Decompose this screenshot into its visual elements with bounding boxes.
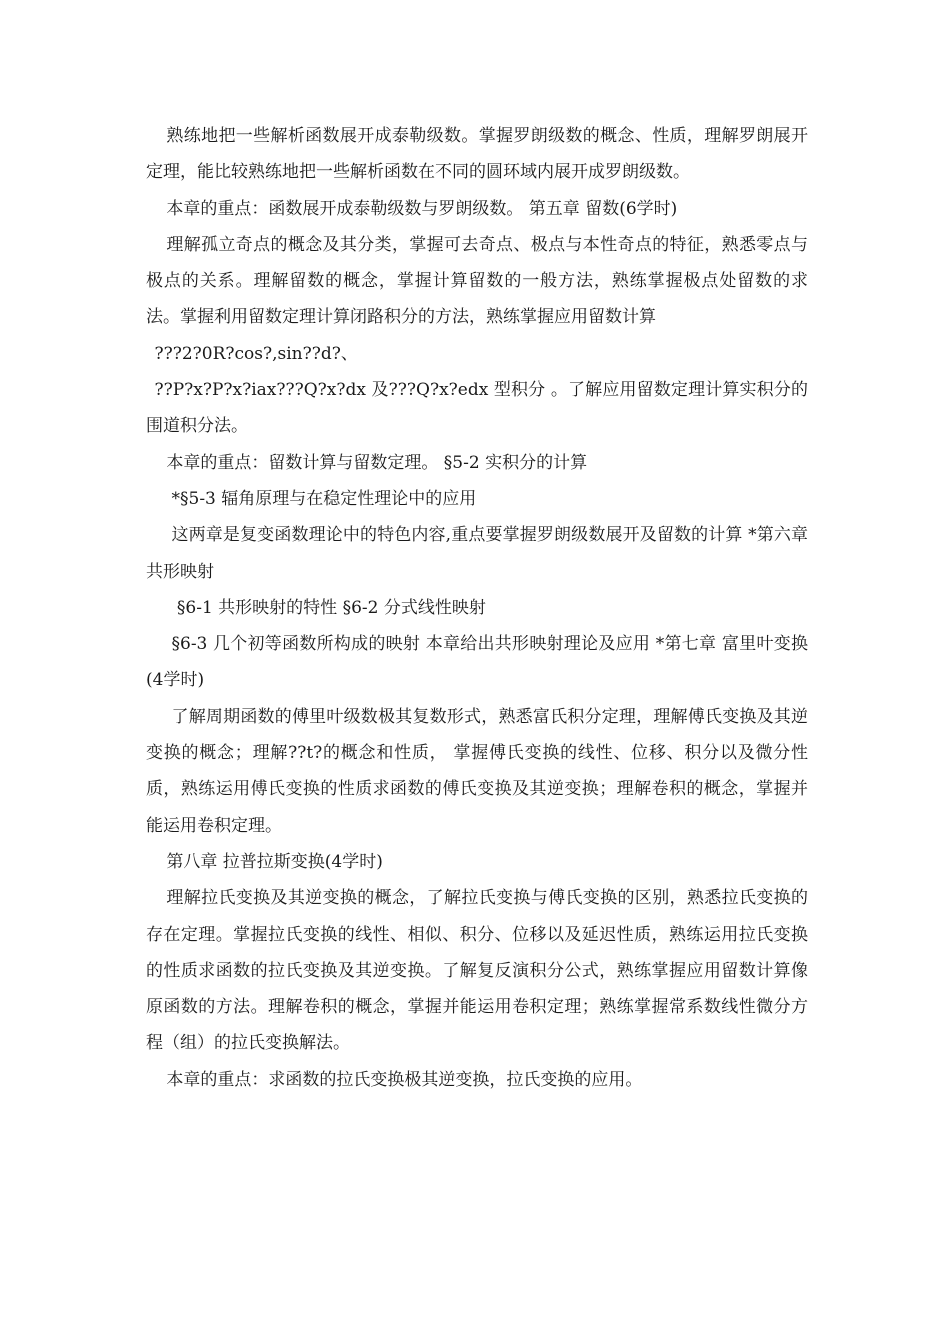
paragraph-chapter5-key-points: 本章的重点：留数计算与留数定理。 §5-2 实积分的计算 (166, 452, 588, 473)
paragraph-chapter4-key-points: 本章的重点：函数展开成泰勒级数与罗朗级数。 第五章 留数(6学时) (166, 198, 678, 219)
paragraph-laurent-series: 熟练地把一些解析函数展开成泰勒级数。掌握罗朗级数的概念、性质，理解罗朗展开定理，能比较熟练地把一些解析函数在不同的圆环域内展开成罗朗级数。 (146, 126, 808, 183)
document-text-body (146, 118, 814, 1098)
paragraph-section-5-3: *§5-3 辐角原理与在稳定性理论中的应用 (171, 488, 477, 509)
paragraph-chapter8-heading: 第八章 拉普拉斯变换(4学时) (166, 851, 383, 872)
paragraph-laplace-transform: 理解拉氏变换及其逆变换的概念，了解拉氏变换与傅氏变换的区别，熟悉拉氏变换的存在定理。掌握拉氏变换的线性、相似、积分、位移以及延迟性质，熟练运用拉氏变换的性质求函数的拉氏变换及其逆变换。了解复反演积分公式，熟练掌握应用留数计算像原函数的方法。理解卷积的概念，掌握并能运用卷积定理；熟练掌握常系数线性微分方程（组）的拉氏变换解法。 (146, 888, 808, 1054)
paragraph-fourier-transform: 了解周期函数的傅里叶级数极其复数形式，熟悉富氏积分定理，理解傅氏变换及其逆变换的概念；理解??t?的概念和性质， 掌握傅氏变换的线性、位移、积分以及微分性质，熟练运用傅氏变换的性质求函数的傅氏变换及其逆变换；理解卷积的概念，掌握并能运用卷积定理。 (146, 706, 808, 836)
paragraph-chapter8-key-points: 本章的重点：求函数的拉氏变换极其逆变换，拉氏变换的应用。 (166, 1069, 643, 1090)
paragraph-section-6-1-6-2: §6-1 共形映射的特性 §6-2 分式线性映射 (171, 597, 486, 618)
paragraph-chapter7-heading: §6-3 几个初等函数所构成的映射 本章给出共形映射理论及应用 *第七章 富里叶变换(4学时) (146, 634, 808, 691)
paragraph-chapter6-heading: 这两章是复变函数理论中的特色内容,重点要掌握罗朗级数展开及留数的计算 *第六章 共形映射 (146, 525, 814, 582)
paragraph-integral-formula-1: ??​?2?0R?cos?,sin??d?、 (154, 343, 358, 364)
paragraph-residue-intro: 理解孤立奇点的概念及其分类，掌握可去奇点、极点与本性奇点的特征，熟悉零点与极点的关系。理解留数的概念，掌握计算留数的一般方法，熟练掌握极点处留数的求法。掌握利用留数定理计算闭路积分的方法，熟练掌握应用留数计算 (146, 234, 808, 328)
paragraph-integral-formula-2: ??P?x?P?x?iax???Q?x?dx 及???Q?x?edx 型积分 。了解应用留数定理计算实积分的围道积分法。 (146, 380, 808, 437)
